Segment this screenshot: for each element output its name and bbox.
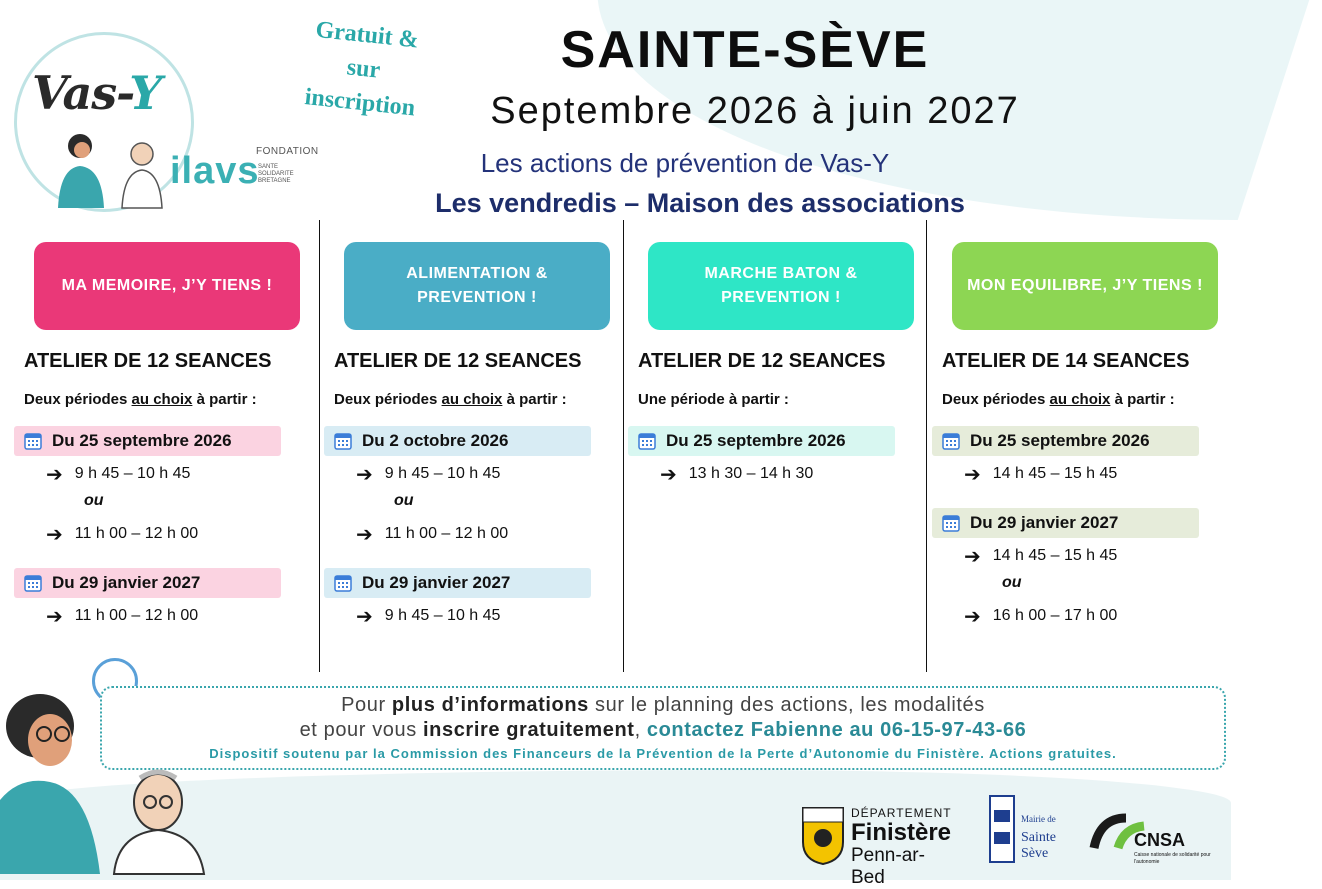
logo-y-text: Y <box>129 66 162 120</box>
session-date: Du 25 septembre 2026 <box>666 431 846 450</box>
man-mascot-icon <box>100 768 210 874</box>
column-separator <box>926 220 927 672</box>
mairie-de-label: Mairie de <box>1021 814 1056 824</box>
info-l2-pre: et pour vous <box>299 719 424 741</box>
arrow-right-icon: ➔ <box>46 523 63 546</box>
contact-phone: contactez Fabienne au 06-15-97-43-66 <box>646 719 1027 741</box>
gratuit-line-1: Gratuit & <box>314 16 420 54</box>
woman-mascot-icon <box>0 690 110 874</box>
gratuit-line-2: sur <box>345 54 382 84</box>
time-slot-text: 9 h 45 – 10 h 45 <box>384 607 501 624</box>
arrow-right-icon: ➔ <box>964 545 981 568</box>
calendar-icon <box>24 432 42 450</box>
time-slot-text: 13 h 30 – 14 h 30 <box>688 465 814 482</box>
workshop-title-button[interactable]: MON EQUILIBRE, J’Y TIENS ! <box>952 242 1218 330</box>
periodes-underlined: au choix <box>131 391 193 408</box>
periodes-pre: Deux périodes <box>334 391 442 408</box>
calendar-icon <box>942 514 960 532</box>
gratuit-badge <box>291 11 436 127</box>
time-slot-text: 11 h 00 – 12 h 00 <box>74 525 199 542</box>
time-slot-text: 11 h 00 – 12 h 00 <box>384 525 509 542</box>
arrow-right-icon: ➔ <box>964 605 981 628</box>
man-illustration-icon <box>118 138 166 208</box>
vendredis-heading: Les vendredis – Maison des associations <box>435 188 965 218</box>
actions-heading: Les actions de prévention de Vas-Y <box>480 148 890 178</box>
time-slot <box>14 462 284 486</box>
time-slot <box>932 544 1202 568</box>
periodes-underlined: au choix <box>1049 391 1111 408</box>
calendar-icon <box>638 432 656 450</box>
session-date: Du 29 janvier 2027 <box>362 573 511 592</box>
session-date: Du 2 octobre 2026 <box>362 431 509 450</box>
woman-illustration-icon <box>52 128 108 208</box>
workshop-column <box>14 242 284 628</box>
session-date: Du 25 septembre 2026 <box>52 431 232 450</box>
session-date-bar <box>14 426 281 456</box>
time-slot <box>324 604 594 628</box>
time-slot-text: 11 h 00 – 12 h 00 <box>74 607 199 624</box>
session-date-bar <box>932 426 1199 456</box>
info-l2-comma: , <box>634 719 647 741</box>
info-l1-pre: Pour <box>341 694 392 716</box>
session-date: Du 29 janvier 2027 <box>970 513 1119 532</box>
workshop-title-button[interactable]: ALIMENTATION & PREVENTION ! <box>344 242 610 330</box>
time-slot <box>932 462 1202 486</box>
column-separator <box>319 220 320 672</box>
time-slot-text: 14 h 45 – 15 h 45 <box>992 465 1118 482</box>
info-l1-bold: plus d’informations <box>391 694 589 716</box>
periodes-text <box>14 391 284 408</box>
time-slot <box>628 462 898 486</box>
session-date-bar <box>932 508 1199 538</box>
arrow-right-icon: ➔ <box>46 605 63 628</box>
time-slot <box>324 522 594 546</box>
mairie-name-1: Sainte <box>1021 830 1056 845</box>
vas-y-logo <box>32 66 161 120</box>
info-box <box>100 686 1226 770</box>
periodes-underlined: au choix <box>441 391 503 408</box>
column-separator <box>623 220 624 672</box>
arrow-right-icon: ➔ <box>356 463 373 486</box>
periodes-text <box>324 391 594 408</box>
workshop-column <box>932 242 1202 628</box>
info-l1-post: sur le planning des actions, les modalités <box>588 694 985 716</box>
arrow-right-icon: ➔ <box>964 463 981 486</box>
time-slot-text: 9 h 45 – 10 h 45 <box>384 465 501 482</box>
calendar-icon <box>942 432 960 450</box>
cnsa-sub: Caisse nationale de solidarité pour l'autonomie <box>1134 852 1211 865</box>
finistere-dep-label: DÉPARTEMENT <box>851 806 952 820</box>
periodes-pre: Deux périodes <box>24 391 132 408</box>
atelier-heading: ATELIER DE 12 SEANCES <box>24 350 272 372</box>
arrow-right-icon: ➔ <box>660 463 677 486</box>
session-date-bar <box>324 426 591 456</box>
time-slot <box>324 462 594 486</box>
time-slot <box>932 604 1202 628</box>
periodes-post: à partir : <box>1110 391 1175 408</box>
gratuit-line-3: inscription <box>303 84 417 122</box>
atelier-heading: ATELIER DE 12 SEANCES <box>334 350 582 372</box>
page-title: SAINTE-SÈVE <box>560 21 930 79</box>
periodes-pre: Deux périodes <box>942 391 1050 408</box>
info-line-1 <box>102 694 1224 717</box>
arrow-right-icon: ➔ <box>356 523 373 546</box>
session-date: Du 25 septembre 2026 <box>970 431 1150 450</box>
arrow-right-icon: ➔ <box>46 463 63 486</box>
atelier-heading: ATELIER DE 14 SEANCES <box>942 350 1190 372</box>
cnsa-name: CNSA <box>1134 830 1186 850</box>
workshop-title-button[interactable]: MA MEMOIRE, J’Y TIENS ! <box>34 242 300 330</box>
or-separator: ou <box>1002 574 1022 591</box>
periodes-post: à partir : <box>192 391 257 408</box>
periodes-text <box>628 391 898 408</box>
cnsa-logo <box>1090 812 1210 870</box>
periodes-pre: Une période à partir : <box>638 391 789 408</box>
or-separator: ou <box>84 492 104 509</box>
ilavs-logo: ilavs <box>170 150 260 192</box>
finistere-logo <box>797 802 952 888</box>
calendar-icon <box>334 432 352 450</box>
time-slot-text: 16 h 00 – 17 h 00 <box>992 607 1118 624</box>
finistere-name: Finistère <box>851 819 952 846</box>
time-slot <box>14 604 284 628</box>
calendar-icon <box>334 574 352 592</box>
periodes-post: à partir : <box>502 391 567 408</box>
session-date-bar <box>14 568 281 598</box>
session-date-bar <box>324 568 591 598</box>
time-slot-text: 14 h 45 – 15 h 45 <box>992 547 1118 564</box>
ilavs-fondation-label: FONDATION <box>256 146 319 157</box>
finistere-sub: Penn-ar-Bed <box>851 845 925 888</box>
info-line-3: Dispositif soutenu par la Commission des Financeurs de la Prévention de la Perte d’Autonomie du Finistère. Actions gratuites. <box>209 746 1117 761</box>
session-date-bar <box>628 426 895 456</box>
info-line-2 <box>102 719 1224 742</box>
page-subtitle: Septembre 2026 à juin 2027 <box>490 90 1020 132</box>
arrow-right-icon: ➔ <box>356 605 373 628</box>
mairie-name-2: Sève <box>1021 846 1049 861</box>
or-separator: ou <box>394 492 414 509</box>
logo-vas-text: Vas- <box>32 66 130 120</box>
atelier-heading: ATELIER DE 12 SEANCES <box>638 350 886 372</box>
ilavs-subtitle: SANTE SOLIDARITE BRETAGNE <box>258 164 294 184</box>
mairie-logo <box>975 790 1067 870</box>
periodes-text <box>932 391 1202 408</box>
time-slot <box>14 522 284 546</box>
session-date: Du 29 janvier 2027 <box>52 573 201 592</box>
workshop-column <box>628 242 898 486</box>
time-slot-text: 9 h 45 – 10 h 45 <box>74 465 191 482</box>
workshop-column <box>324 242 594 628</box>
info-l2-bold: inscrire gratuitement <box>423 719 635 741</box>
mairie-emblem-icon <box>987 792 1017 866</box>
finistere-shield-icon <box>801 806 845 866</box>
calendar-icon <box>24 574 42 592</box>
workshop-title-button[interactable]: MARCHE BATON & PREVENTION ! <box>648 242 914 330</box>
